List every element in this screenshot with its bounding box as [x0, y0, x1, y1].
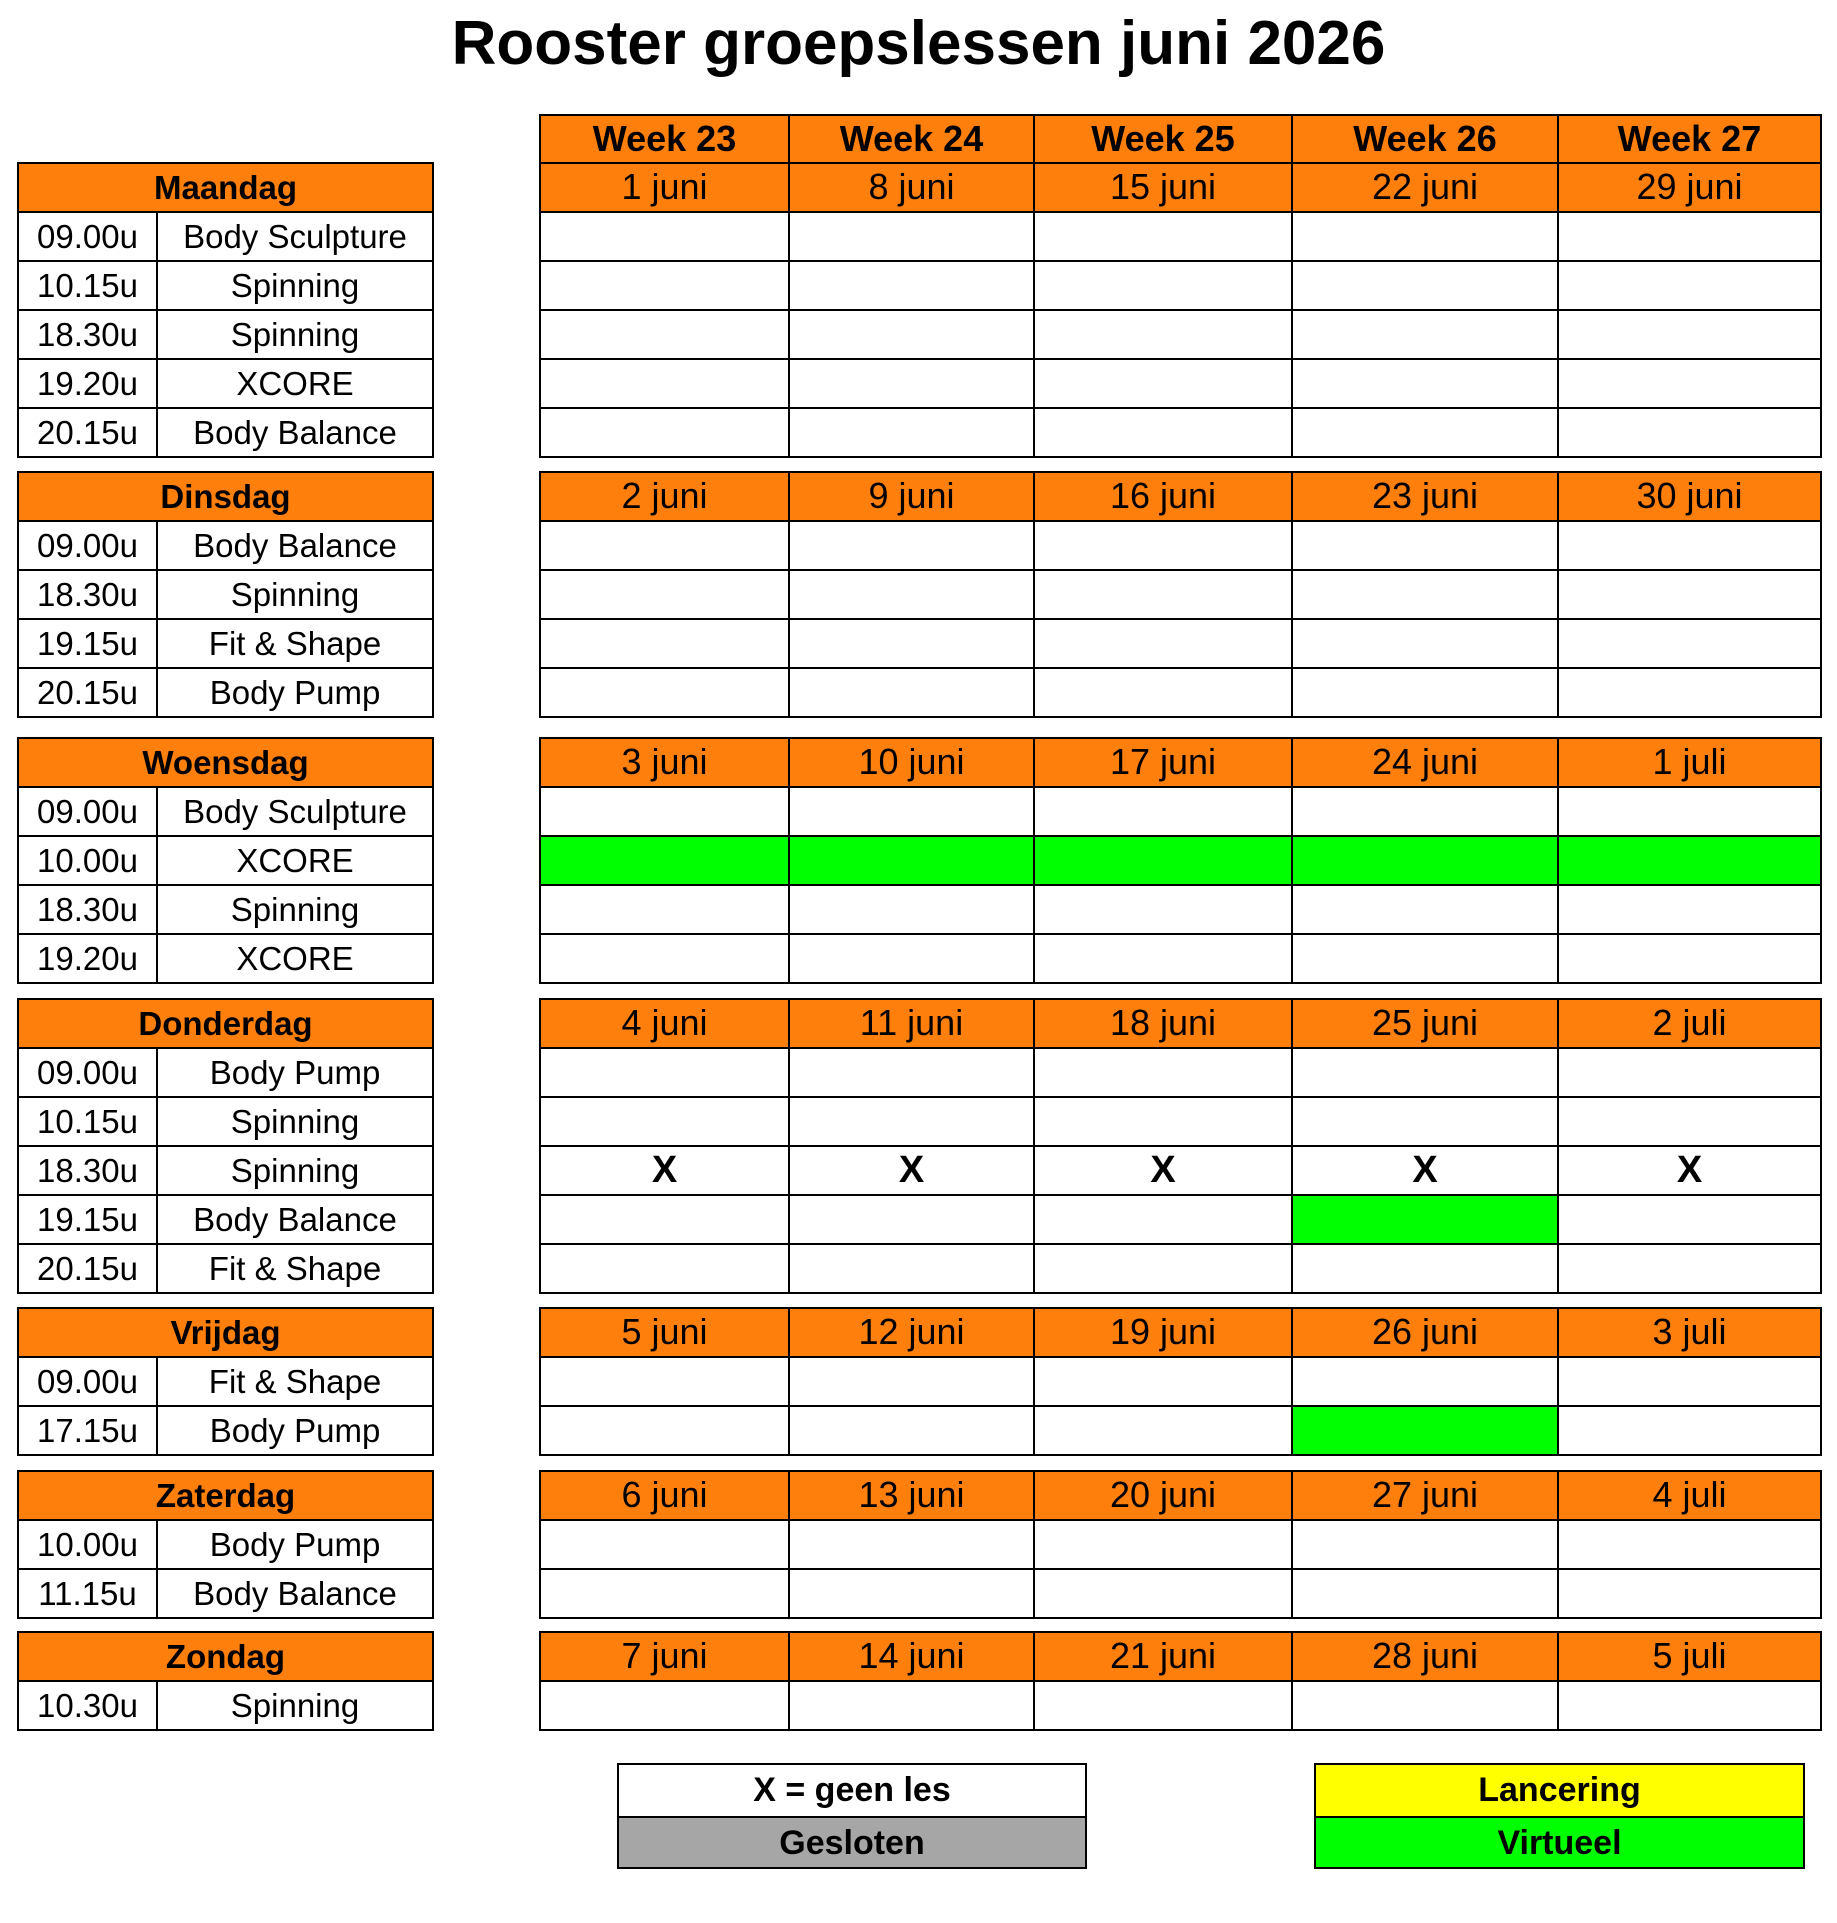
schedule-cell: [541, 1196, 788, 1243]
date-header-row: [541, 1309, 1820, 1356]
day-table-zondag: [17, 1631, 434, 1731]
date-label: 15 juni: [1033, 164, 1291, 211]
schedule-cell: [1291, 311, 1557, 358]
day-name: Vrijdag: [19, 1309, 432, 1356]
virtual-cell: [1557, 837, 1820, 884]
schedule-cell: [1557, 1407, 1820, 1454]
class-row: [19, 1194, 432, 1243]
class-time: 09.00u: [19, 1049, 158, 1096]
class-time: 18.30u: [19, 886, 158, 933]
class-name: Body Pump: [209, 1054, 381, 1091]
schedule-cell: [541, 213, 788, 260]
day-name: Donderdag: [19, 1000, 432, 1047]
schedule-cell: [541, 1407, 788, 1454]
class-time: 10.15u: [19, 1098, 158, 1145]
virtual-cell: [1291, 837, 1557, 884]
schedule-cell: [788, 935, 1033, 982]
schedule-cell: [788, 1521, 1033, 1568]
schedule-cell: [541, 1358, 788, 1405]
schedule-cell: [1033, 213, 1291, 260]
class-row: [19, 1047, 432, 1096]
class-name: Body Sculpture: [183, 218, 407, 255]
week-header-row: [539, 114, 1822, 162]
class-name: Body Sculpture: [183, 793, 407, 830]
schedule-cell: [1033, 1098, 1291, 1145]
date-label: 30 juni: [1557, 473, 1820, 520]
date-label: 23 juni: [1291, 473, 1557, 520]
legend-launch: Lancering: [1316, 1765, 1803, 1816]
schedule-cell: [788, 788, 1033, 835]
schedule-cell: [1291, 620, 1557, 667]
no-class-mark: X: [651, 1149, 678, 1191]
schedule-cell: [1557, 788, 1820, 835]
schedule-cell: [1557, 1098, 1820, 1145]
class-time: 19.15u: [19, 1196, 158, 1243]
day-name: Zaterdag: [19, 1472, 432, 1519]
week-label: Week 24: [788, 116, 1033, 162]
schedule-cell: [1557, 620, 1820, 667]
schedule-cell: [788, 311, 1033, 358]
schedule-cell: [1033, 1358, 1291, 1405]
day-table-donderdag: [17, 998, 434, 1294]
schedule-cell: [1033, 522, 1291, 569]
schedule-row: [541, 569, 1820, 618]
schedule-cell: [541, 1570, 788, 1617]
class-row: [19, 520, 432, 569]
schedule-cell: [1291, 262, 1557, 309]
date-label: 4 juni: [541, 1000, 788, 1047]
class-time: 19.20u: [19, 935, 158, 982]
schedule-cell: [1033, 1682, 1291, 1729]
schedule-cell: [541, 1245, 788, 1292]
schedule-cell: [1291, 213, 1557, 260]
class-name: XCORE: [236, 842, 354, 879]
schedule-cell: [1557, 1245, 1820, 1292]
schedule-row: [541, 1680, 1820, 1729]
schedule-cell: [1033, 669, 1291, 716]
schedule-cell: [541, 1682, 788, 1729]
schedule-cell: [541, 788, 788, 835]
schedule-cell: [541, 669, 788, 716]
schedule-cell: [541, 360, 788, 407]
schedule-cell: [541, 522, 788, 569]
class-row: [19, 884, 432, 933]
date-label: 13 juni: [788, 1472, 1033, 1519]
schedule-cell: [1291, 571, 1557, 618]
date-grid-zaterdag: [539, 1470, 1822, 1619]
no-class-mark: X: [1291, 1147, 1557, 1194]
schedule-cell: [541, 409, 788, 456]
schedule-cell: [1557, 935, 1820, 982]
class-name: XCORE: [236, 940, 354, 977]
class-name: Body Balance: [193, 414, 397, 451]
schedule-cell: [1033, 886, 1291, 933]
date-header-row: [541, 1000, 1820, 1047]
schedule-cell: [1033, 1049, 1291, 1096]
class-time: 09.00u: [19, 213, 158, 260]
week-label: Week 26: [1291, 116, 1557, 162]
schedule-cell: [1557, 1521, 1820, 1568]
schedule-cell: [1557, 669, 1820, 716]
class-name: Fit & Shape: [208, 1363, 382, 1400]
schedule-cell: [541, 935, 788, 982]
date-header-row: [541, 164, 1820, 211]
date-label: 20 juni: [1033, 1472, 1291, 1519]
week-header: [541, 116, 1820, 162]
schedule-row: [541, 835, 1820, 884]
schedule-cell: [788, 1098, 1033, 1145]
schedule-row: [541, 211, 1820, 260]
date-label: 22 juni: [1291, 164, 1557, 211]
schedule-cell: [541, 262, 788, 309]
schedule-row: [541, 407, 1820, 456]
class-time: 17.15u: [19, 1407, 158, 1454]
date-label: 2 juli: [1557, 1000, 1820, 1047]
date-label: 8 juni: [788, 164, 1033, 211]
legend-right: [1314, 1763, 1805, 1869]
day-name: Dinsdag: [19, 473, 432, 520]
schedule-cell: [541, 1521, 788, 1568]
schedule-cell: [788, 522, 1033, 569]
schedule-cell: [1033, 262, 1291, 309]
date-header-row: [541, 1472, 1820, 1519]
class-name: Spinning: [230, 1687, 360, 1724]
schedule-cell: [1291, 669, 1557, 716]
class-name: Spinning: [230, 267, 360, 304]
class-time: 20.15u: [19, 669, 158, 716]
class-time: 18.30u: [19, 311, 158, 358]
day-table-dinsdag: [17, 471, 434, 718]
date-label: 1 juli: [1557, 739, 1820, 786]
class-name: Fit & Shape: [208, 625, 382, 662]
class-name: Spinning: [230, 576, 360, 613]
schedule-cell: [788, 886, 1033, 933]
schedule-row: [541, 520, 1820, 569]
date-label: 5 juni: [541, 1309, 788, 1356]
schedule-cell: [788, 669, 1033, 716]
schedule-cell: [541, 1049, 788, 1096]
class-row: [19, 260, 432, 309]
class-row: [19, 569, 432, 618]
schedule-cell: [1557, 1570, 1820, 1617]
date-label: 29 juni: [1557, 164, 1820, 211]
legend-virtual: Virtueel: [1316, 1816, 1803, 1867]
class-row: [19, 835, 432, 884]
date-header-row: [541, 739, 1820, 786]
schedule-cell: [1557, 409, 1820, 456]
date-label: 12 juni: [788, 1309, 1033, 1356]
class-row: [19, 358, 432, 407]
day-table-vrijdag: [17, 1307, 434, 1456]
date-label: 21 juni: [1033, 1633, 1291, 1680]
date-label: 24 juni: [1291, 739, 1557, 786]
schedule-cell: [788, 213, 1033, 260]
schedule-cell: [1291, 1521, 1557, 1568]
date-label: 19 juni: [1033, 1309, 1291, 1356]
schedule-row: [541, 1243, 1820, 1292]
class-time: 18.30u: [19, 571, 158, 618]
class-row: [19, 1519, 432, 1568]
class-time: 10.30u: [19, 1682, 158, 1729]
class-name: Body Balance: [193, 527, 397, 564]
schedule-cell: [1291, 886, 1557, 933]
class-time: 10.00u: [19, 837, 158, 884]
schedule-cell: [1033, 935, 1291, 982]
schedule-cell: [541, 620, 788, 667]
class-row: [19, 1356, 432, 1405]
class-time: 20.15u: [19, 409, 158, 456]
date-label: 6 juni: [541, 1472, 788, 1519]
date-grid-vrijdag: [539, 1307, 1822, 1456]
schedule-cell: [1557, 522, 1820, 569]
schedule-cell: [1557, 1196, 1820, 1243]
date-header-row: [541, 473, 1820, 520]
schedule-cell: [541, 886, 788, 933]
date-label: 7 juni: [541, 1633, 788, 1680]
class-name: Spinning: [230, 1103, 360, 1140]
class-row: [19, 786, 432, 835]
schedule-cell: [1033, 620, 1291, 667]
legend-closed: Gesloten: [619, 1816, 1085, 1867]
schedule-cell: [1033, 1245, 1291, 1292]
schedule-cell: [1557, 1049, 1820, 1096]
class-row: [19, 309, 432, 358]
schedule-cell: [1033, 1407, 1291, 1454]
week-label: Week 27: [1557, 116, 1820, 162]
schedule-row: [541, 260, 1820, 309]
schedule-cell: [788, 1407, 1033, 1454]
class-time: 18.30u: [19, 1147, 158, 1194]
day-table-maandag: [17, 162, 434, 458]
schedule-row: [541, 1194, 1820, 1243]
schedule-cell: [1291, 1049, 1557, 1096]
week-label: Week 25: [1033, 116, 1291, 162]
date-label: 25 juni: [1291, 1000, 1557, 1047]
schedule-cell: [788, 1570, 1033, 1617]
date-label: 27 juni: [1291, 1472, 1557, 1519]
day-name: Woensdag: [19, 739, 432, 786]
virtual-cell: [1033, 837, 1291, 884]
schedule-cell: [1291, 522, 1557, 569]
date-label: 4 juli: [1557, 1472, 1820, 1519]
day-table-woensdag: [17, 737, 434, 984]
class-time: 09.00u: [19, 522, 158, 569]
date-grid-dinsdag: [539, 471, 1822, 718]
class-row: [19, 1405, 432, 1454]
schedule-cell: [1033, 360, 1291, 407]
no-class-mark: X: [1033, 1147, 1291, 1194]
virtual-cell: [1291, 1196, 1557, 1243]
class-row: [19, 211, 432, 260]
class-time: 19.15u: [19, 620, 158, 667]
schedule-cell: [788, 1196, 1033, 1243]
schedule-cell: [1291, 788, 1557, 835]
class-name: Fit & Shape: [208, 1250, 382, 1287]
class-time: 09.00u: [19, 1358, 158, 1405]
schedule-row: [541, 1519, 1820, 1568]
date-label: 11 juni: [788, 1000, 1033, 1047]
schedule-cell: [788, 262, 1033, 309]
class-row: [19, 933, 432, 982]
schedule-cell: [1033, 788, 1291, 835]
schedule-cell: [1291, 1098, 1557, 1145]
date-label: 2 juni: [541, 473, 788, 520]
date-grid-woensdag: [539, 737, 1822, 984]
virtual-cell: [541, 837, 788, 884]
class-name: Spinning: [230, 1152, 360, 1189]
date-label: 3 juli: [1557, 1309, 1820, 1356]
date-label: 14 juni: [788, 1633, 1033, 1680]
schedule-cell: [1291, 1245, 1557, 1292]
schedule-cell: [1557, 1682, 1820, 1729]
class-name: Body Pump: [209, 674, 381, 711]
virtual-cell: [788, 837, 1033, 884]
class-time: 11.15u: [19, 1570, 158, 1617]
schedule-row: [541, 1145, 1820, 1194]
class-time: 09.00u: [19, 788, 158, 835]
class-row: [19, 618, 432, 667]
date-label: 1 juni: [541, 164, 788, 211]
schedule-cell: [541, 571, 788, 618]
schedule-cell: [1291, 935, 1557, 982]
schedule-row: [541, 618, 1820, 667]
schedule-row: [541, 1356, 1820, 1405]
date-label: 5 juli: [1557, 1633, 1820, 1680]
schedule-cell: [1557, 1358, 1820, 1405]
schedule-row: [541, 884, 1820, 933]
class-name: Body Pump: [209, 1526, 381, 1563]
schedule-row: [541, 667, 1820, 716]
legend-no-class: X = geen les: [619, 1765, 1085, 1816]
class-row: [19, 1568, 432, 1617]
schedule-cell: [1557, 262, 1820, 309]
schedule-cell: [788, 1358, 1033, 1405]
schedule-cell: [1291, 1570, 1557, 1617]
schedule-row: [541, 1047, 1820, 1096]
schedule-cell: [541, 1098, 788, 1145]
class-name: Spinning: [230, 891, 360, 928]
class-name: Spinning: [230, 316, 360, 353]
class-row: [19, 407, 432, 456]
class-row: [19, 1145, 432, 1194]
date-grid-zondag: [539, 1631, 1822, 1731]
schedule-cell: [788, 409, 1033, 456]
schedule-cell: [1291, 360, 1557, 407]
class-row: [19, 1243, 432, 1292]
class-name: XCORE: [236, 365, 354, 402]
schedule-cell: [1033, 311, 1291, 358]
schedule-row: [541, 786, 1820, 835]
schedule-cell: [1033, 571, 1291, 618]
date-label: 3 juni: [541, 739, 788, 786]
class-name: Body Pump: [209, 1412, 381, 1449]
class-time: 20.15u: [19, 1245, 158, 1292]
schedule-row: [541, 1096, 1820, 1145]
date-label: 18 juni: [1033, 1000, 1291, 1047]
schedule-cell: [1557, 571, 1820, 618]
no-class-mark: X: [788, 1147, 1033, 1194]
date-label: 28 juni: [1291, 1633, 1557, 1680]
schedule-row: [541, 309, 1820, 358]
class-row: [19, 667, 432, 716]
schedule-cell: [1557, 360, 1820, 407]
date-grid-donderdag: [539, 998, 1822, 1294]
class-time: 10.00u: [19, 1521, 158, 1568]
date-grid-maandag: [539, 162, 1822, 458]
page-title: Rooster groepslessen juni 2026: [451, 9, 1386, 78]
no-class-mark: X: [1557, 1147, 1820, 1194]
schedule-cell: [788, 1245, 1033, 1292]
date-label: 10 juni: [788, 739, 1033, 786]
legend-left: [617, 1763, 1087, 1869]
schedule-cell: [1291, 409, 1557, 456]
date-label: 9 juni: [788, 473, 1033, 520]
class-time: 19.20u: [19, 360, 158, 407]
schedule-cell: [1033, 409, 1291, 456]
schedule-cell: [1557, 213, 1820, 260]
date-label: 26 juni: [1291, 1309, 1557, 1356]
schedule-row: [541, 1568, 1820, 1617]
schedule-cell: [1291, 1358, 1557, 1405]
week-label: Week 23: [541, 116, 788, 162]
date-label: 17 juni: [1033, 739, 1291, 786]
schedule-cell: [1033, 1570, 1291, 1617]
schedule-row: [541, 1405, 1820, 1454]
date-label: 16 juni: [1033, 473, 1291, 520]
schedule-row: [541, 933, 1820, 982]
schedule-cell: [788, 360, 1033, 407]
schedule-cell: [788, 620, 1033, 667]
schedule-cell: [1557, 311, 1820, 358]
class-row: [19, 1680, 432, 1729]
schedule-cell: [1033, 1196, 1291, 1243]
virtual-cell: [1291, 1407, 1557, 1454]
schedule-cell: [788, 1049, 1033, 1096]
day-name: Zondag: [19, 1633, 432, 1680]
date-header-row: [541, 1633, 1820, 1680]
class-time: 10.15u: [19, 262, 158, 309]
class-row: [19, 1096, 432, 1145]
schedule-row: [541, 358, 1820, 407]
class-name: Body Balance: [193, 1201, 397, 1238]
class-name: Body Balance: [193, 1575, 397, 1612]
schedule-cell: [1033, 1521, 1291, 1568]
schedule-cell: [788, 571, 1033, 618]
schedule-cell: [1557, 886, 1820, 933]
schedule-cell: [541, 311, 788, 358]
schedule-cell: [788, 1682, 1033, 1729]
schedule-cell: [1291, 1682, 1557, 1729]
day-table-zaterdag: [17, 1470, 434, 1619]
day-name: Maandag: [19, 164, 432, 211]
